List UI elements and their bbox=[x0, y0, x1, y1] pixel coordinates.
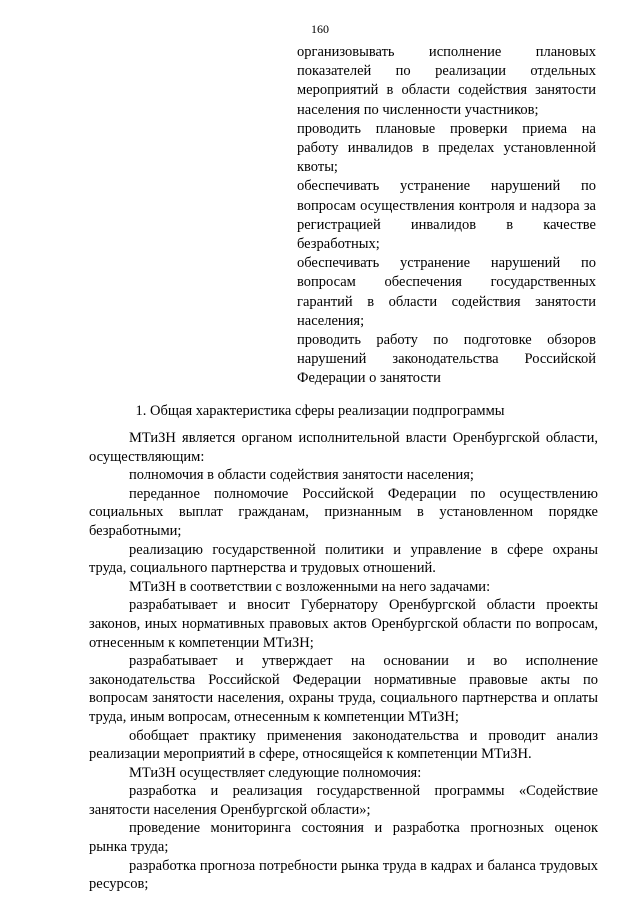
body-paragraph: проведение мониторинга состояния и разработка прогнозных оценок рынка труда; bbox=[89, 820, 598, 856]
body-paragraph: МТиЗН является органом исполнительной власти Оренбургской области, осуществляющим: bbox=[89, 430, 598, 465]
page-number: 160 bbox=[311, 22, 329, 36]
body-paragraph: разработка прогноза потребности рынка труда в кадрах и баланса трудовых ресурсов; bbox=[89, 857, 598, 893]
upper-item: проводить плановые проверки приема на работу инвалидов в пределах установленной квоты; bbox=[297, 120, 596, 176]
body-paragraph: разрабатывает и утверждает на основании и во исполнение законодательства Российской Федерации нормативные правовые акты по вопросам занятости населения, охраны труда, социального партнерства и оплаты труда, иным вопросам, отнесенным к компетенции МТиЗН; bbox=[89, 653, 598, 725]
upper-item: обеспечивать устранение нарушений по вопросам обеспечения государственных гарантий в области содействия занятости населения; bbox=[297, 255, 596, 329]
upper-duties-list bbox=[297, 43, 596, 389]
body-paragraph: переданное полномочие Российской Федерации по осуществлению социальных выплат гражданам, признанным в установленном порядке безработными; bbox=[89, 485, 598, 539]
body-paragraph: МТиЗН осуществляет следующие полномочия: bbox=[129, 764, 422, 781]
upper-item: обеспечивать устранение нарушений по вопросам осуществления контроля и надзора за регистрацией инвалидов в качестве безработных; bbox=[297, 178, 596, 253]
upper-item: организовывать исполнение плановых показателей по реализации отдельных мероприятий в области содействия занятости населения по численности участников; bbox=[297, 44, 596, 118]
main-body-text bbox=[89, 429, 598, 894]
body-paragraph: МТиЗН в соответствии с возложенными на него задачами: bbox=[129, 578, 491, 595]
body-paragraph: разрабатывает и вносит Губернатору Оренбургской области проекты законов, иных нормативных правовых актов Оренбургской области по вопросам, отнесенным к компетенции МТиЗН; bbox=[89, 597, 598, 651]
upper-item: проводить работу по подготовке обзоров нарушений законодательства Российской Федерации о занятости bbox=[297, 332, 596, 387]
section-heading: 1. Общая характеристика сферы реализации подпрограммы bbox=[135, 403, 505, 419]
body-paragraph: полномочия в области содействия занятости населения; bbox=[129, 467, 474, 484]
body-paragraph: обобщает практику применения законодательства и проводит анализ реализации мероприятий в сфере, относящейся к компетенции МТиЗН. bbox=[89, 727, 598, 763]
body-paragraph: разработка и реализация государственной программы «Содействие занятости населения Оренбургской области»; bbox=[89, 783, 598, 818]
body-paragraph: реализацию государственной политики и управление в сфере охраны труда, социального партнерства и трудовых отношений. bbox=[89, 541, 598, 577]
